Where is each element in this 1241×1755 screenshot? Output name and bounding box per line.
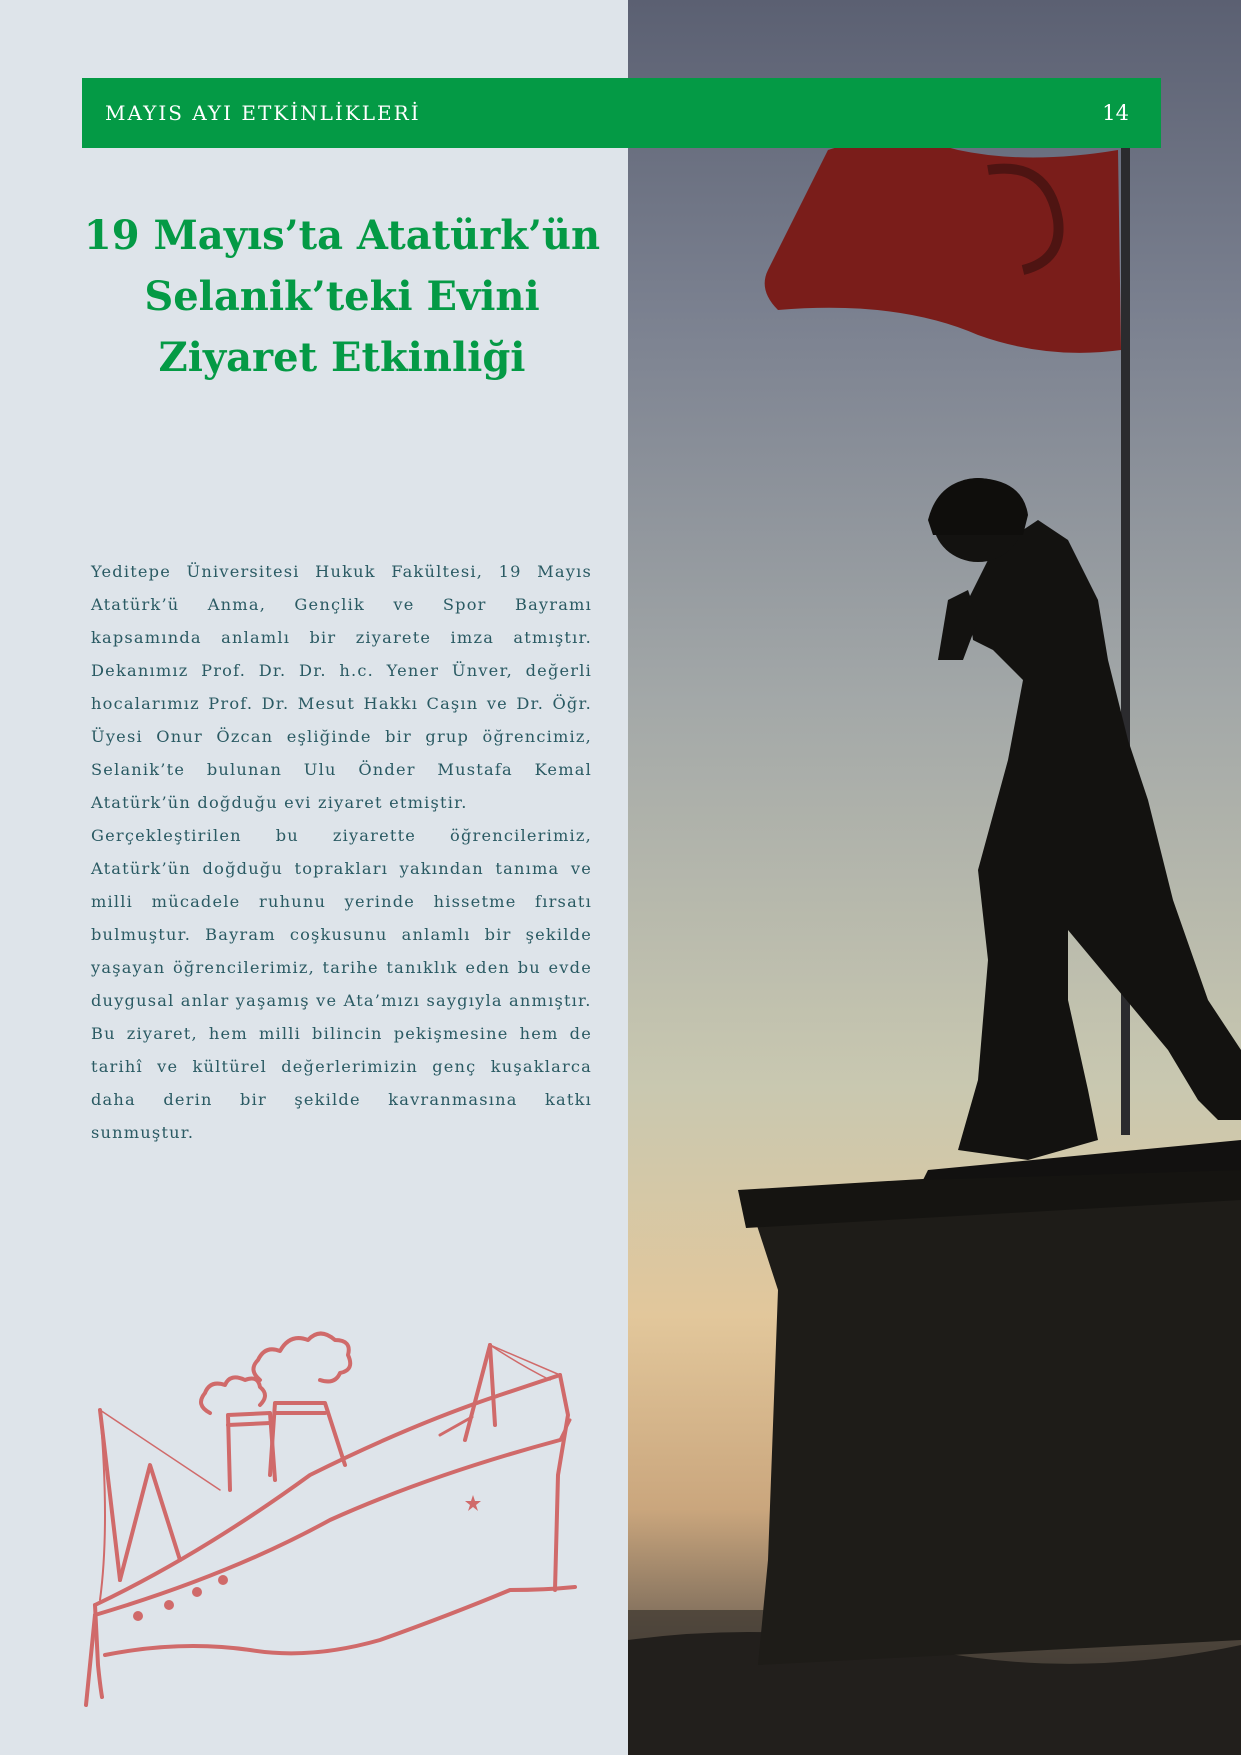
steamship-illustration <box>80 1325 590 1715</box>
statue-silhouette-photo <box>628 0 1241 1755</box>
title-line: Ziyaret Etkinliği <box>158 334 526 381</box>
title-line: 19 Mayıs’ta Atatürk’ün <box>83 212 601 259</box>
title-line: Selanik’teki Evini <box>144 273 540 320</box>
article-body <box>91 555 592 1149</box>
article-paragraph: Gerçekleştirilen bu ziyarette öğrencilerimiz, Atatürk’ün doğduğu toprakları yakından tanıma ve milli mücadele ruhunu yerinde hissetme fırsatı bulmuştur. Bayram coşkusunu anlamlı bir şekilde yaşayan öğrencilerimiz, tarihe tanıklık eden bu evde duygusal anlar yaşamış ve Ata’mızı saygıyla anmıştır. <box>91 826 592 1010</box>
statue-flag-photo <box>628 0 1241 1755</box>
article-title <box>82 205 602 388</box>
article-paragraph: Yeditepe Üniversitesi Hukuk Fakültesi, 19 Mayıs Atatürk’ü Anma, Gençlik ve Spor Bayramı kapsamında anlamlı bir ziyarete imza atmıştır. Dekanımız Prof. Dr. Dr. h.c. Yener Ünver, değerli hocalarımız Prof. Dr. Mesut Hakkı Caşın ve Dr. Öğr. Üyesi Onur Özcan eşliğinde bir grup öğrencimiz, Selanik’te bulunan Ulu Önder Mustafa Kemal Atatürk’ün doğduğu evi ziyaret etmiştir. <box>91 562 592 812</box>
section-header-bar <box>82 78 1161 148</box>
page-number: 14 <box>1102 101 1129 125</box>
crescent-star-icon <box>439 1482 481 1519</box>
section-title: MAYIS AYI ETKİNLİKLERİ <box>105 101 421 125</box>
article-paragraph: Bu ziyaret, hem milli bilincin pekişmesine hem de tarihî ve kültürel değerlerimizin genç kuşaklarca daha derin bir şekilde kavranmasına katkı sunmuştur. <box>91 1024 592 1142</box>
